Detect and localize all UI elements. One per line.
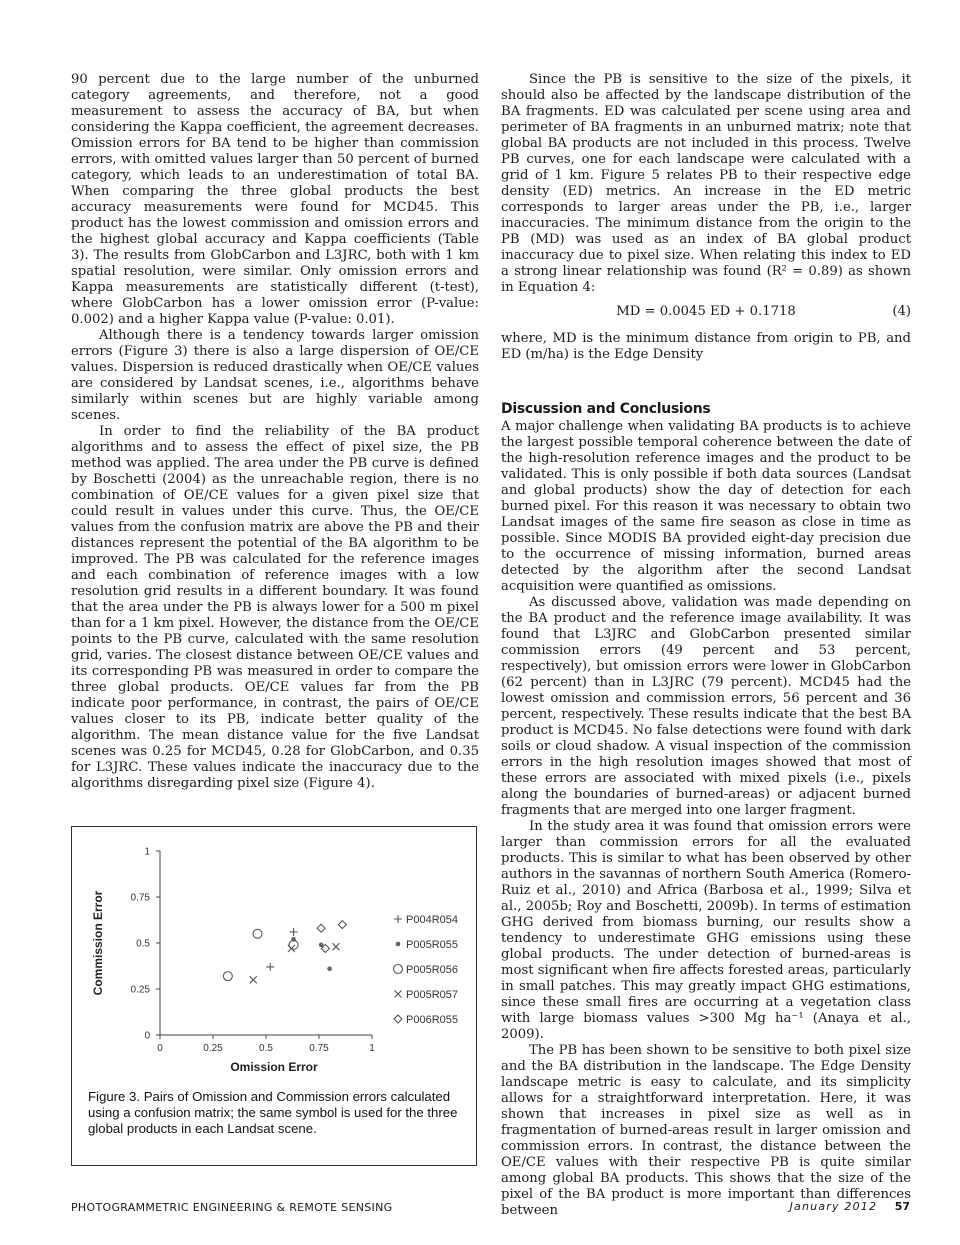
- scatter-chart: [72, 827, 476, 1085]
- page-footer: [790, 1200, 910, 1213]
- figure-caption: Figure 3. Pairs of Omission and Commission errors calculated using a confusion matrix; the same symbol is used for the three global products in each Landsat scene.: [88, 1089, 458, 1136]
- data-point-p005r055: [319, 943, 323, 947]
- legend-label: P004R054: [406, 914, 458, 926]
- x-axis-title: Omission Error: [230, 1060, 318, 1074]
- data-point-p005r055: [328, 967, 332, 971]
- x-tick-label: 1: [369, 1043, 375, 1054]
- data-point-p005r057: [288, 945, 295, 952]
- y-axis-title: Commission Error: [91, 890, 105, 996]
- paragraph: where, MD is the minimum distance from origin to PB, and ED (m/ha) is the Edge Density: [501, 331, 911, 362]
- legend-label: P006R055: [406, 1014, 458, 1026]
- paragraph: As discussed above, validation was made depending on the BA product and the reference image availability. It was found that L3JRC and GlobCarbon presented similar commission errors (49 percent and 53 percent, respectively), but omission errors were lower in GlobCarbon (62 percent) than in L3JRC (79 percent). MCD45 had the lowest omission and commission errors, 56 percent and 36 percent, respectively. These results indicate that the best BA product is MCD45. No false detections were found with dark soils or cloud shadow. A visual inspection of the commission errors in the high resolution images showed that most of these errors are associated with mixed pixels (i.e., pixels along the boundaries of burned-areas) or adjacent burned fragments that are merged into one larger fragment.: [501, 595, 911, 818]
- paragraph: In the study area it was found that omission errors were larger than commission errors for all the evaluated products. This is similar to what has been observed by other authors in the savannas of northern South America (Romero-Ruiz et al., 2010) and Africa (Barbosa et al., 1999; Silva et al., 2005b; Roy and Boschetti, 2009b). In terms of estimation GHG derived from biomass burning, our results show a tendency to underestimate GHG emissions using these global products. The under detection of burned-areas is most significant when fire affects forested areas, particularly in small patches. This may greatly impact GHG estimations, since these small fires are occurring at a vegetation class with large biomass values >300 Mg ha⁻¹ (Anaya et al., 2009).: [501, 819, 911, 1042]
- y-tick-label: 1: [144, 846, 150, 858]
- paragraph: In order to find the reliability of the BA product algorithms and to assess the effect of pixel size, the PB method was applied. The area under the PB curve is defined by Boschetti (2004) as the unreachable region, there is no combination of OE/CE values for a given pixel size that could result in values under this curve. Thus, the OE/CE values from the confusion matrix are above the PB and their distances represent the potential of the BA algorithm to be improved. The PB was calculated for the reference images and each combination of reference images with a low resolution grid results in a different boundary. It was found that the area under the PB is always lower for a 500 m pixel than for a 1 km pixel. However, the distance from the OE/CE points to the PB curve, calculated with the same resolution grid, varies. The closest distance between OE/CE values and its corresponding PB was measured in order to compare the three global products. OE/CE values far from the PB indicate poor performance, in contrast, the pairs of OE/CE values closer to its PB, indicate better quality of the algorithm. The mean distance value for the five Landsat scenes was 0.25 for MCD45, 0.28 for GlobCarbon, and 0.35 for L3JRC. These values indicate the inaccuracy due to the algorithms disregarding pixel size (Figure 4).: [71, 424, 479, 791]
- legend-marker-p005r055: [396, 942, 400, 946]
- y-tick-label: 0.25: [130, 984, 150, 996]
- page-number: 57: [894, 1200, 910, 1213]
- legend-marker-p004r054: [394, 915, 402, 923]
- legend-marker-p006r055: [394, 1015, 402, 1023]
- paragraph: Although there is a tendency towards larger omission errors (Figure 3) there is also a large dispersion of OE/CE values. Dispersion is reduced drastically when OE/CE values are considered by Landsat scenes, i.e., algorithms behave similarly within scenes but are highly variable among scenes.: [71, 328, 479, 423]
- x-tick-label: 0.75: [309, 1043, 329, 1054]
- legend-label: P005R056: [406, 964, 458, 976]
- figure-3: [71, 826, 477, 1166]
- data-point-p006r055: [338, 921, 346, 929]
- paragraph: The PB has been shown to be sensitive to both pixel size and the BA distribution in the landscape. The Edge Density landscape metric is easy to calculate, and its simplicity allows for a straightforward interpretation. Here, it was shown that increases in pixel size as well as in fragmentation of burned-areas result in larger omission and commission errors. In contrast, the distance between the OE/CE values with their respective PB is quite similar among global BA products. This shows that the size of the pixel of the BA product is more important than differences between: [501, 1043, 911, 1218]
- legend-label: P005R055: [406, 939, 458, 951]
- right-column: [501, 72, 911, 1219]
- x-tick-label: 0.5: [259, 1043, 273, 1054]
- equation-number: (4): [892, 304, 911, 319]
- journal-name: PHOTOGRAMMETRIC ENGINEERING & REMOTE SENSING: [71, 1201, 393, 1214]
- y-tick-label: 0.5: [136, 938, 150, 950]
- data-point-p005r056: [253, 929, 262, 938]
- equation-formula: MD = 0.0045 ED + 0.1718: [616, 304, 796, 319]
- data-point-p005r056: [223, 972, 232, 981]
- legend-marker-p005r056: [394, 965, 403, 974]
- equation-4: [501, 304, 911, 320]
- x-tick-label: 0: [157, 1043, 163, 1054]
- paragraph: 90 percent due to the large number of the unburned category agreements, and therefore, not a good measurement to assess the accuracy of BA, but when considering the Kappa coefficient, the agreement decreases. Omission errors for BA tend to be higher than commission errors, with omitted values larger than 50 percent of burned category, which leads to an underestimation of total BA. When comparing the three global products the best accuracy measurements were found for MCD45. This product has the lowest commission and omission errors and the highest global accuracy and Kappa coefficients (Table 3). The results from GlobCarbon and L3JRC, both with 1 km spatial resolution, were similar. Only omission errors and Kappa measurements are statistically different (t-test), where GlobCarbon has a lower omission error (P-value: 0.002) and a higher Kappa value (P-value: 0.01).: [71, 72, 479, 327]
- data-point-p004r054: [266, 963, 274, 971]
- left-column: [71, 72, 479, 792]
- data-point-p005r057: [250, 976, 257, 983]
- data-point-p005r057: [332, 943, 339, 950]
- x-tick-label: 0.25: [203, 1043, 223, 1054]
- data-point-p004r054: [290, 928, 298, 936]
- y-tick-label: 0: [144, 1030, 150, 1042]
- section-heading: Discussion and Conclusions: [501, 401, 711, 417]
- paragraph: Since the PB is sensitive to the size of the pixels, it should also be affected by the landscape distribution of the BA fragments. ED was calculated per scene using area and perimeter of BA fragments in an unburned matrix; note that global BA products are not included in this process. Twelve PB curves, one for each landscape were calculated with a grid of 1 km. Figure 5 relates PB to their respective edge density (ED) metrics. An increase in the ED metric corresponds to larger areas under the PB, i.e., larger inaccuracies. The minimum distance from the origin to the PB (MD) was used as an index of BA global product inaccuracy due to pixel size. When relating this index to ED a strong linear relationship was found (R² = 0.89) as shown in Equation 4:: [501, 72, 911, 295]
- issue-date: January 2012: [789, 1200, 878, 1213]
- y-tick-label: 0.75: [130, 892, 150, 904]
- legend-label: P005R057: [406, 989, 458, 1001]
- paragraph: A major challenge when validating BA products is to achieve the largest possible temporal coherence between the date of the high-resolution reference images and the product to be validated. This is only possible if both data sources (Landsat and global products) show the day of detection for each burned pixel. For this reason it was necessary to obtain two Landsat images of the same fire season as close in time as possible. Since MODIS BA provided eight-day precision due to the occurrence of missing information, burned areas detected by the algorithm after the second Landsat acquisition were quantified as omissions.: [501, 419, 911, 594]
- data-point-p006r055: [317, 924, 325, 932]
- legend-marker-p005r057: [395, 991, 402, 998]
